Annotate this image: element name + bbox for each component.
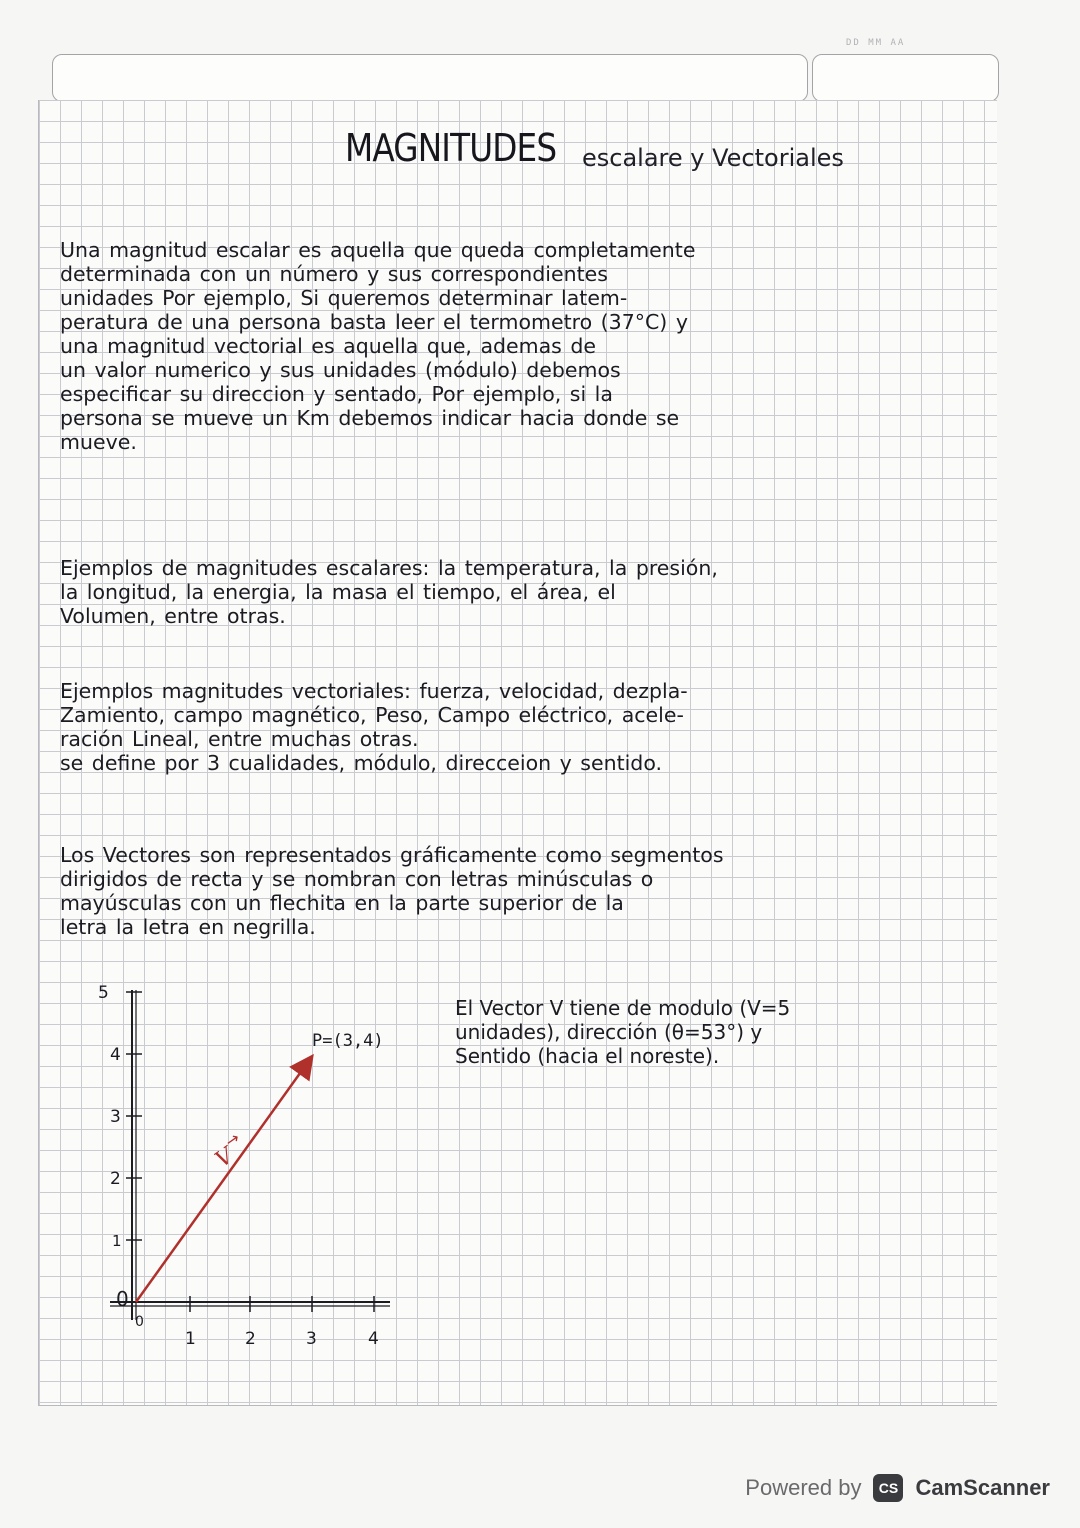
x-tick-label-3: 3 [306,1329,317,1349]
header-field-right [812,54,999,102]
page-title [345,126,844,172]
origin-y-label: 0 [116,1287,129,1311]
text-line: letra la letra en negrilla. [60,915,316,939]
vector-v-line [136,1062,308,1302]
text-line: Una magnitud escalar es aquella que queda completamente [60,238,696,262]
camscanner-logo-icon: CS [873,1474,903,1502]
point-p-label: P=(3,4) [312,1031,384,1051]
y-tick-label-3: 3 [110,1107,121,1127]
paragraph-vector-representation [60,843,990,939]
paragraph-vector-examples [60,679,990,775]
text-line: especificar su direccion y sentado, Por ejemplo, si la [60,382,613,406]
vector-description [455,996,790,1068]
text-line: se define por 3 cualidades, módulo, direcceion y sentido. [60,751,663,775]
text-line: Ejemplos de magnitudes escalares: la temperatura, la presión, [60,556,718,580]
text-line: la longitud, la energia, la masa el tiempo, el área, el [60,580,616,604]
text-line: dirigidos de recta y se nombran con letras minúsculas o [60,867,654,891]
x-tick-label-4: 4 [368,1329,379,1349]
text-line: un valor numerico y sus unidades (módulo) debemos [60,358,621,382]
text-line: Ejemplos magnitudes vectoriales: fuerza, velocidad, dezpla- [60,679,688,703]
text-line: Volumen, entre otras. [60,604,286,628]
x-tick-label-2: 2 [245,1329,256,1349]
vector-v-label: V [211,1143,239,1173]
y-tick-label-1: 1 [112,1232,122,1250]
text-line: ración Lineal, entre muchas otras. [60,727,419,751]
y-tick-label-2: 2 [110,1169,121,1189]
text-line: peratura de una persona basta leer el termometro (37°C) y [60,310,688,334]
text-line: El Vector V tiene de modulo (V=5 [455,996,791,1020]
text-line: mueve. [60,430,137,454]
powered-by-text: Powered by [745,1475,862,1500]
text-line: Zamiento, campo magnético, Peso, Campo eléctrico, acele- [60,703,684,727]
text-line: determinada con un número y sus correspondientes [60,262,608,286]
text-line: Sentido (hacia el noreste). [455,1044,720,1068]
y-tick-label-5: 5 [98,983,109,1003]
vector-v-arrow-mark: → [221,1128,244,1152]
vector-graph [90,980,430,1360]
title-subtitle: escalare y Vectoriales [582,144,844,172]
header-field-left [52,54,808,102]
text-line: unidades), dirección (θ=53°) y [455,1020,763,1044]
date-marks: DD MM AA [846,38,906,48]
x-tick-label-1: 1 [185,1329,196,1349]
y-tick-label-4: 4 [110,1045,121,1065]
text-line: unidades Por ejemplo, Si queremos determinar latem- [60,286,628,310]
text-line: persona se mueve un Km debemos indicar hacia donde se [60,406,680,430]
title-main: MAGNITUDES [345,126,557,170]
scanner-watermark [745,1470,1050,1506]
camscanner-brand: CamScanner [915,1475,1050,1500]
paragraph-scalar-examples [60,556,990,628]
text-line: mayúsculas con un flechita en la parte superior de la [60,891,624,915]
text-line: una magnitud vectorial es aquella que, ademas de [60,334,596,358]
paragraph-definitions [60,238,990,454]
origin-x-label: 0 [135,1314,144,1330]
text-line: Los Vectores son representados gráficamente como segmentos [60,843,724,867]
